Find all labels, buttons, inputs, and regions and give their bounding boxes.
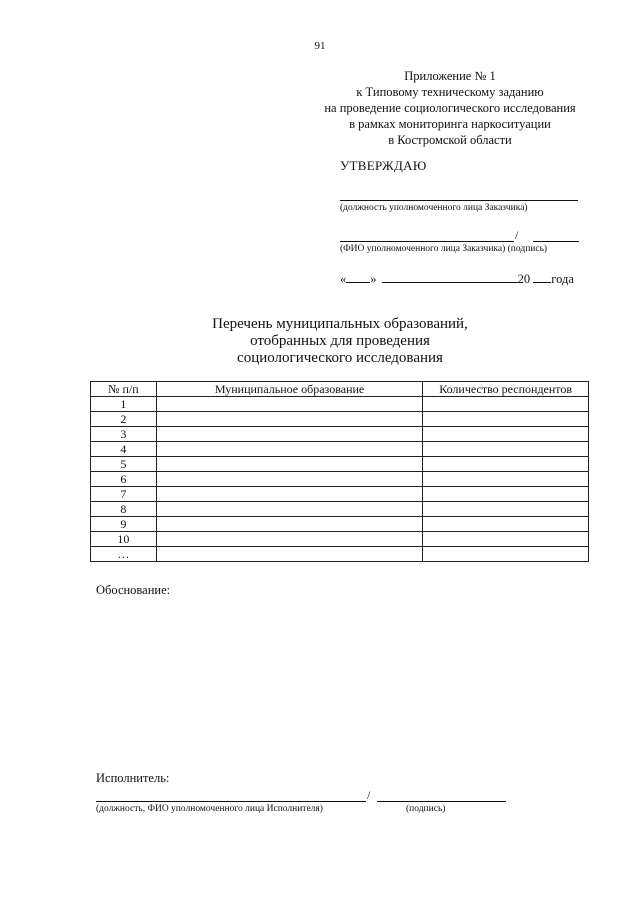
table-row (91, 457, 589, 472)
approval-date-row (340, 271, 574, 287)
year-blank (533, 271, 551, 283)
appendix-line: на проведение социологического исследования (324, 101, 576, 115)
executor-label: Исполнитель: (96, 771, 170, 785)
row-number: 3 (91, 427, 157, 442)
justification-label: Обоснование: (96, 583, 171, 597)
municipality-cell (156, 457, 422, 472)
table-row (91, 412, 589, 427)
table-row (91, 487, 589, 502)
respondents-cell (423, 427, 589, 442)
executor-position-caption: (должность, ФИО уполномоченного лица Исполнителя) (96, 804, 323, 814)
list-title-line: отобранных для проведения (250, 333, 430, 349)
table-row (91, 442, 589, 457)
respondents-cell (423, 442, 589, 457)
column-header-number: № п/п (91, 382, 157, 397)
position-signature-line (340, 200, 578, 201)
respondents-cell (423, 412, 589, 427)
day-blank (346, 271, 370, 283)
appendix-line: в Костромской области (388, 133, 512, 147)
table-row (91, 427, 589, 442)
fio-slash: / (515, 228, 519, 242)
table-row (91, 472, 589, 487)
row-number: 10 (91, 532, 157, 547)
respondents-cell (423, 397, 589, 412)
position-caption: (должность уполномоченного лица Заказчика) (340, 203, 528, 213)
municipality-cell (156, 427, 422, 442)
respondents-cell (423, 472, 589, 487)
year-prefix: 20 (517, 272, 531, 286)
municipality-cell (156, 412, 422, 427)
table-row (91, 547, 589, 562)
row-number: 6 (91, 472, 157, 487)
column-header-respondents: Количество респондентов (423, 382, 589, 397)
municipality-cell (156, 502, 422, 517)
executor-position-line (96, 801, 366, 802)
table-body (91, 397, 589, 562)
fio-caption: (ФИО уполномоченного лица Заказчика) (подпись) (340, 244, 548, 254)
respondents-cell (423, 502, 589, 517)
row-number: … (91, 547, 157, 562)
list-title-line: Перечень муниципальных образований, (212, 316, 468, 332)
row-number: 5 (91, 457, 157, 472)
row-number: 8 (91, 502, 157, 517)
page-number: 91 (314, 40, 326, 52)
executor-slash: / (367, 788, 371, 802)
row-number: 1 (91, 397, 157, 412)
signature-line (533, 241, 579, 242)
respondents-cell (423, 457, 589, 472)
row-number: 2 (91, 412, 157, 427)
appendix-line: Приложение № 1 (404, 69, 496, 83)
column-header-municipality: Муниципальное образование (156, 382, 422, 397)
respondents-cell (423, 532, 589, 547)
municipality-cell (156, 532, 422, 547)
fio-signature-line (340, 241, 514, 242)
approval-heading: УТВЕРЖДАЮ (340, 158, 427, 173)
appendix-line: в рамках мониторинга наркоситуации (349, 117, 551, 131)
respondents-cell (423, 487, 589, 502)
list-title (120, 316, 560, 367)
date-close-quote: » (370, 272, 377, 286)
municipalities-table (90, 381, 589, 562)
appendix-header (300, 68, 600, 148)
executor-signature-line (377, 801, 506, 802)
municipality-cell (156, 442, 422, 457)
month-blank (382, 271, 518, 283)
date-open-quote: « (340, 272, 347, 286)
respondents-cell (423, 517, 589, 532)
table-row (91, 502, 589, 517)
table-row (91, 532, 589, 547)
municipality-cell (156, 487, 422, 502)
row-number: 4 (91, 442, 157, 457)
respondents-cell (423, 547, 589, 562)
table-row (91, 517, 589, 532)
list-title-line: социологического исследования (237, 350, 443, 366)
executor-signature-caption: (подпись) (406, 804, 446, 814)
table-row (91, 397, 589, 412)
row-number: 7 (91, 487, 157, 502)
year-word: года (551, 272, 574, 286)
municipality-cell (156, 517, 422, 532)
municipality-cell (156, 397, 422, 412)
appendix-line: к Типовому техническому заданию (356, 85, 544, 99)
table-header-row (91, 382, 589, 397)
row-number: 9 (91, 517, 157, 532)
municipality-cell (156, 547, 422, 562)
municipality-cell (156, 472, 422, 487)
